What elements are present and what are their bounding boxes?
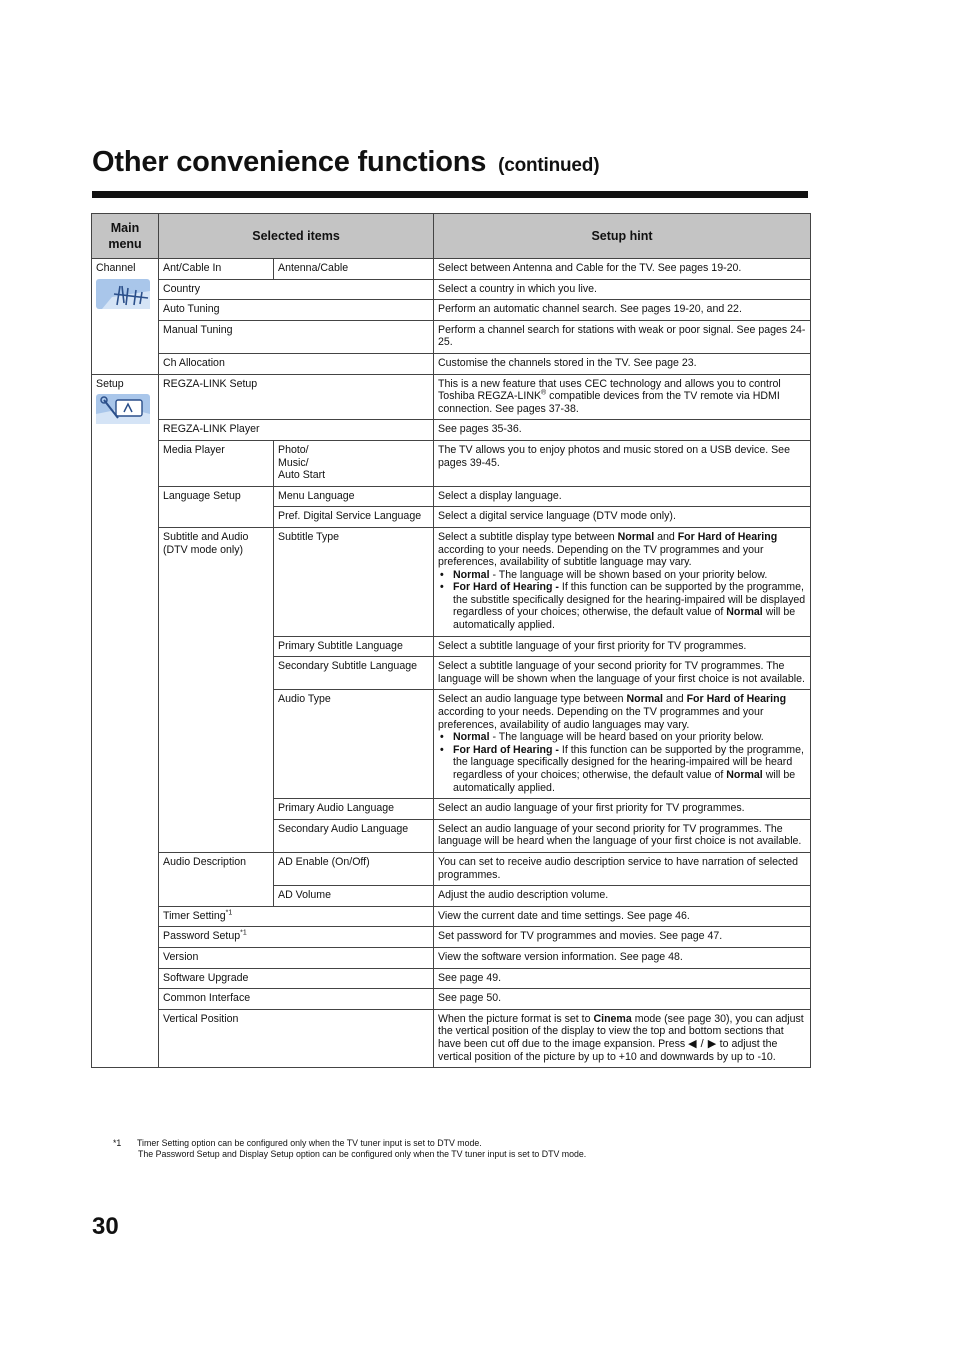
text: mode (see page 30), you can adjust the vertical position of the display to view the top and bottom sections that have been cut off due to the image expansion. Press [438, 1012, 804, 1050]
bold-normal: Normal [453, 731, 490, 744]
hint-primary-audio: Select an audio language of your first priority for TV programmes. [434, 799, 811, 820]
cell-subtitle-type: Subtitle Type [274, 527, 434, 636]
hint-timer-setting: View the current date and time settings. See page 46. [434, 906, 811, 927]
table-row [92, 420, 811, 441]
text: and [663, 693, 687, 706]
hint-media-player: The TV allows you to enjoy photos and music stored on a USB device. See pages 39-45. [434, 440, 811, 486]
subtitle-audio-line1: Subtitle and Audio [163, 530, 249, 543]
table-row [92, 906, 811, 927]
footnote-line1 [113, 1138, 586, 1149]
table-row [92, 374, 811, 420]
cell-auto-tuning: Auto Tuning [159, 300, 434, 321]
bold-cinema: Cinema [593, 1012, 632, 1025]
text: and [654, 530, 678, 543]
bold-normal: Normal [617, 530, 655, 543]
cell-regza-setup: REGZA-LINK Setup [159, 374, 434, 420]
hint-secondary-subtitle: Select a subtitle language of your second priority for TV programmes. The language will be shown when the language of your first choice is not available. [434, 657, 811, 690]
media-sub-autostart: Auto Start [278, 469, 326, 482]
hint-ant-cable: Select between Antenna and Cable for the TV. See pages 19-20. [434, 259, 811, 280]
text: Timer Setting [163, 909, 226, 922]
cell-timer-setting [159, 906, 434, 927]
hint-primary-subtitle: Select a subtitle language of your first priority for TV programmes. [434, 636, 811, 657]
hint-auto-tuning: Perform an automatic channel search. See pages 19-20, and 22. [434, 300, 811, 321]
cell-regza-player: REGZA-LINK Player [159, 420, 434, 441]
media-sub-photo: Photo/ [278, 443, 309, 456]
bold-normal: Normal [453, 568, 490, 581]
table-row [92, 259, 811, 280]
footnote-line2: The Password Setup and Display Setup option can be configured only when the TV tuner input is set to DTV mode. [138, 1149, 587, 1160]
table-row [92, 852, 811, 885]
table-row [92, 353, 811, 374]
bold-normal: Normal [726, 606, 763, 619]
text: Password Setup [163, 930, 241, 943]
title-suffix: (continued) [498, 155, 600, 176]
cell-primary-audio: Primary Audio Language [274, 799, 434, 820]
text: If this function can be supported by the programme, the substitle specifically designed for the hearing-impaired will be displayed regardless of your choices; otherwise, the default value of [453, 581, 806, 619]
text: will be automatically applied. [453, 606, 796, 632]
hint-secondary-audio: Select an audio language of your second priority for TV programmes. The language will be heard when the language of your first choice is not available. [434, 819, 811, 852]
hint-ad-enable: You can set to receive audio description service to have narration of selected programmes. [434, 852, 811, 885]
cell-secondary-subtitle: Secondary Subtitle Language [274, 657, 434, 690]
cell-audio-type: Audio Type [274, 690, 434, 799]
menu-setup-label: Setup [96, 377, 124, 390]
text: - The language will be shown based on your priority below. [489, 568, 768, 581]
table-row [92, 320, 811, 353]
bold-for-hard: For Hard of Hearing [686, 693, 787, 706]
hint-ad-volume: Adjust the audio description volume. [434, 886, 811, 907]
hint-version: View the software version information. See page 48. [434, 947, 811, 968]
table-row [92, 486, 811, 507]
hint-ch-allocation: Customise the channels stored in the TV. See page 23. [434, 353, 811, 374]
text: according to your needs. Depending on the TV programmes and your preferences, availability of audio languages may vary. [438, 706, 764, 731]
text: will be automatically applied. [453, 769, 796, 794]
list-item [438, 581, 806, 631]
cell-ad-enable: AD Enable (On/Off) [274, 852, 434, 885]
cell-antenna-cable: Antenna/Cable [274, 259, 434, 280]
cell-password-setup [159, 927, 434, 948]
cell-version: Version [159, 947, 434, 968]
header-row [92, 214, 811, 259]
left-right-arrow-icon: ◀ / ▶ [688, 1037, 717, 1050]
hint-audio-type [434, 690, 811, 799]
bold-for-hard: For Hard of Hearing [677, 530, 778, 543]
text: Select an audio language type between [438, 693, 627, 706]
page-number: 30 [92, 1213, 119, 1240]
media-sub-music: Music/ [278, 456, 309, 469]
bold-normal: Normal [626, 693, 663, 706]
cell-primary-subtitle: Primary Subtitle Language [274, 636, 434, 657]
hint-regza-setup [434, 374, 811, 420]
bold-for-hard: For Hard of Hearing - [453, 581, 559, 594]
table-row [92, 279, 811, 300]
antenna-icon [96, 279, 150, 309]
hint-software-upgrade: See page 49. [434, 968, 811, 989]
menu-setup [92, 374, 159, 1068]
table-row [92, 1009, 811, 1067]
registered-mark: ® [541, 389, 547, 397]
footnote-text-1: Timer Setting option can be configured only when the TV tuner input is set to DTV mode. [137, 1138, 482, 1148]
cell-language-setup: Language Setup [159, 486, 274, 527]
subtitle-audio-line2: (DTV mode only) [163, 543, 244, 556]
cell-country: Country [159, 279, 434, 300]
settings-table [91, 213, 811, 1068]
list-item [438, 744, 806, 794]
header-main-menu: Main menu [92, 214, 159, 259]
cell-software-upgrade: Software Upgrade [159, 968, 434, 989]
cell-ant-cable-in: Ant/Cable In [159, 259, 274, 280]
bold-for-hard: For Hard of Hearing - [453, 743, 559, 756]
cell-media-player: Media Player [159, 440, 274, 486]
cell-secondary-audio: Secondary Audio Language [274, 819, 434, 852]
hint-country: Select a country in which you live. [434, 279, 811, 300]
hint-vertical-position [434, 1009, 811, 1067]
table-row [92, 947, 811, 968]
cell-subtitle-audio [159, 527, 274, 852]
header-setup-hint: Setup hint [434, 214, 811, 259]
list-item [438, 569, 806, 582]
hint-password-setup: Set password for TV programmes and movies. See page 47. [434, 927, 811, 948]
footnote-ref: *1 [225, 909, 233, 917]
hint-regza-player: See pages 35-36. [434, 420, 811, 441]
footnote [113, 1138, 586, 1160]
bullet-list [438, 569, 806, 632]
text: If this function can be supported by the programme, the language specifically designed for the hearing-impaired will be heard regardless of your choices; otherwise, the default value of [453, 743, 804, 781]
title-main: Other convenience functions [92, 146, 487, 178]
page-title [92, 146, 599, 179]
hint-pref-digital: Select a digital service language (DTV mode only). [434, 507, 811, 528]
table-row [92, 300, 811, 321]
cell-media-sub [274, 440, 434, 486]
hint-subtitle-type [434, 527, 811, 636]
table-row [92, 927, 811, 948]
title-rule [92, 191, 808, 198]
menu-channel-label: Channel [96, 262, 136, 274]
hint-regza-text-a: This is a new feature that uses CEC technology and allows you to control Toshiba REGZA-LINK [438, 377, 781, 403]
text: Select a subtitle display type between [438, 530, 618, 543]
text: to adjust the vertical position of the picture by up to +10 and downwards by up to -10. [438, 1037, 778, 1063]
hint-regza-text-b: compatible devices from the TV remote via HDMI connection. See pages 37-38. [438, 390, 780, 415]
table-row [92, 968, 811, 989]
list-item [438, 731, 806, 744]
hint-manual-tuning: Perform a channel search for stations with weak or poor signal. See pages 24-25. [434, 320, 811, 353]
cell-audio-description: Audio Description [159, 852, 274, 906]
cell-menu-language: Menu Language [274, 486, 434, 507]
menu-channel [92, 259, 159, 375]
bullet-list [438, 731, 806, 794]
footnote-ref: *1 [240, 929, 247, 937]
text: according to your needs. Depending on the TV programmes and your preferences, availability of subtitle language may vary. [438, 543, 764, 569]
hint-common-interface: See page 50. [434, 989, 811, 1010]
bold-normal: Normal [726, 769, 763, 781]
table-row [92, 527, 811, 636]
text: - The language will be heard based on your priority below. [489, 731, 764, 744]
table-row [92, 440, 811, 486]
cell-common-interface: Common Interface [159, 989, 434, 1010]
hint-menu-language: Select a display language. [434, 486, 811, 507]
header-selected-items: Selected items [159, 214, 434, 259]
cell-pref-digital: Pref. Digital Service Language [274, 507, 434, 528]
footnote-mark: *1 [113, 1138, 122, 1148]
table-row [92, 989, 811, 1010]
cell-manual-tuning: Manual Tuning [159, 320, 434, 353]
setup-tools-icon [96, 394, 150, 424]
cell-ad-volume: AD Volume [274, 886, 434, 907]
cell-ch-allocation: Ch Allocation [159, 353, 434, 374]
cell-vertical-position: Vertical Position [159, 1009, 434, 1067]
text: When the picture format is set to [438, 1012, 594, 1025]
